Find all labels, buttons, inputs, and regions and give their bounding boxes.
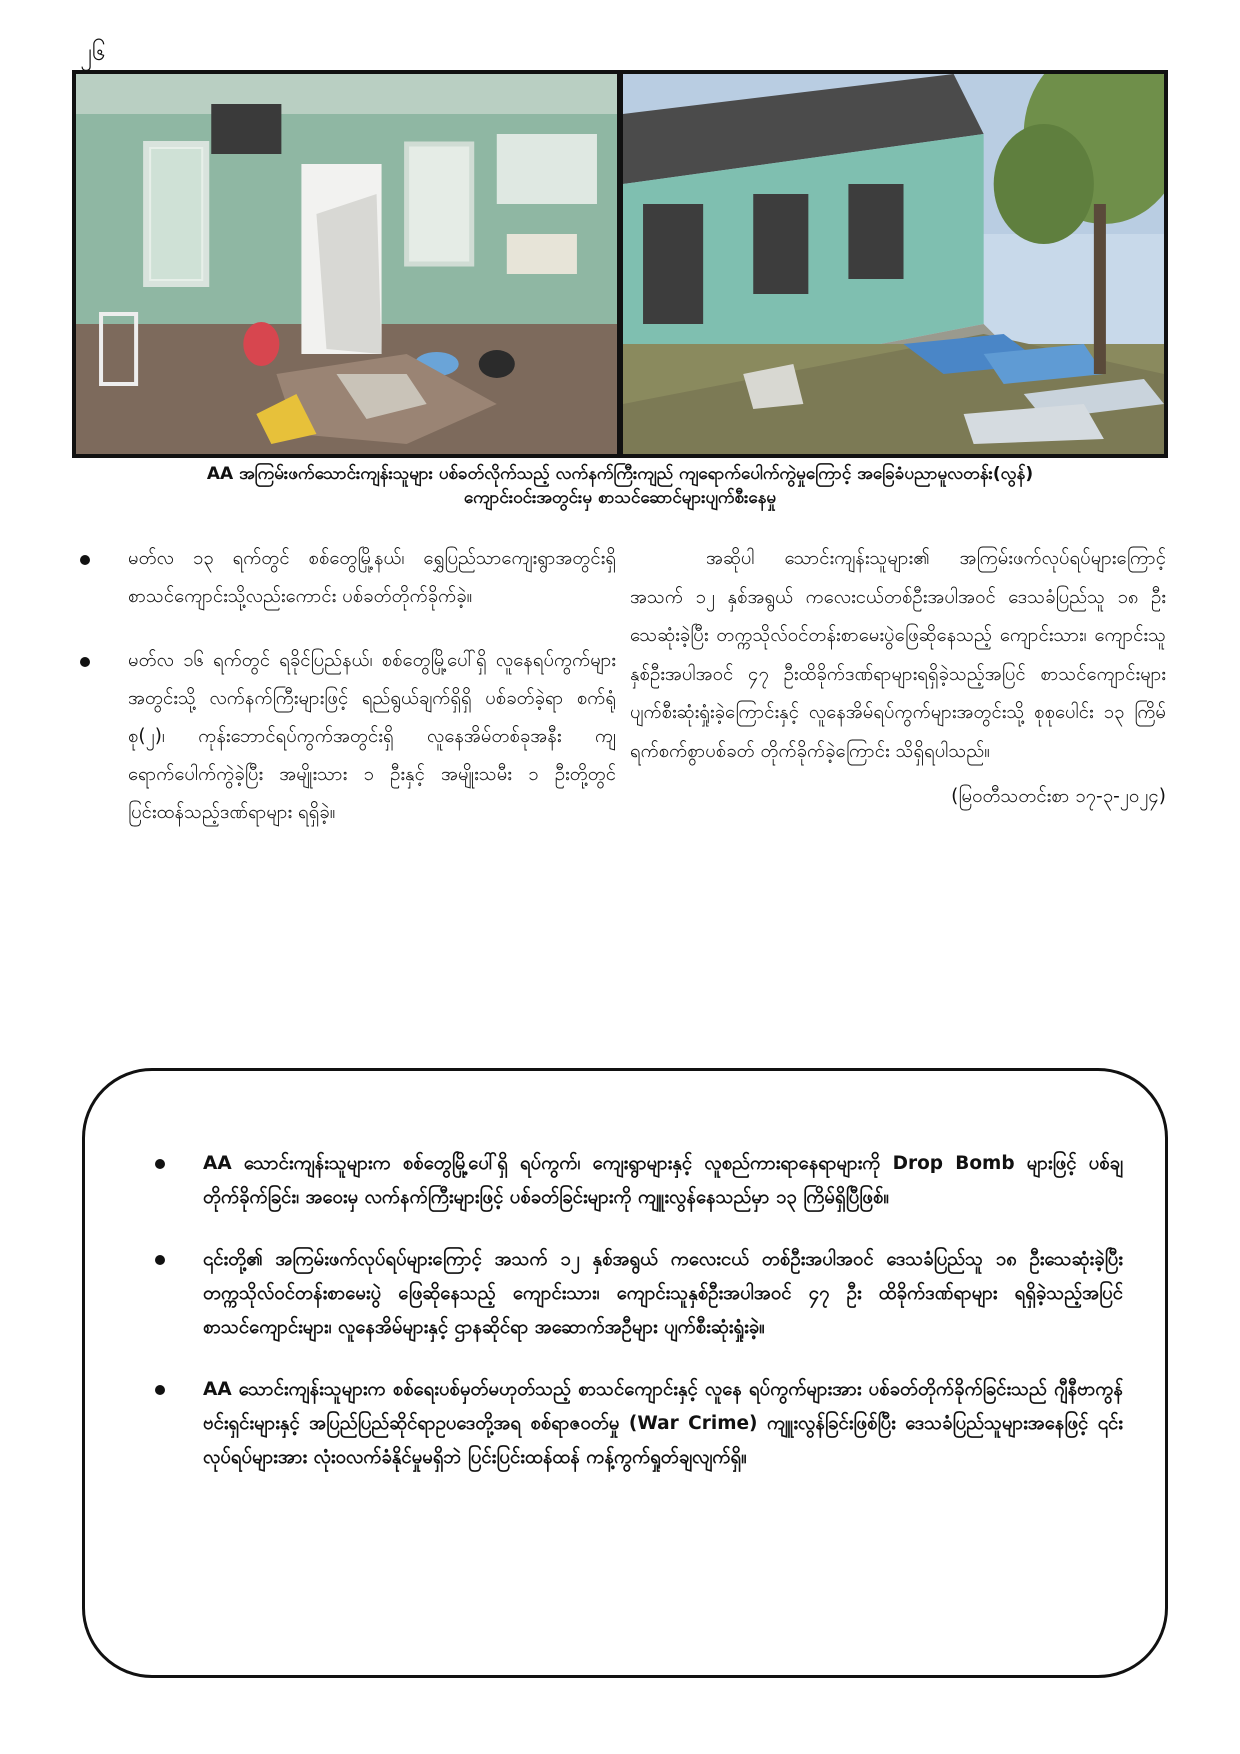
source-citation: (မြဝတီသတင်းစာ ၁၇-၃-၂၀၂၄) [951,786,1166,807]
summary-text: AA သောင်းကျန်းသူများက စစ်တွေမြို့ပေါ်ရှိ ရပ်ကွက်၊ ကျေးရွာများနှင့် လူစည်ကားရာနေရာများကို Drop Bomb များဖြင့် ပစ်ချတိုက်ခိုက်ခြင်း၊ အဝေးမှ လက်နက်ကြီးများဖြင့် ပစ်ခတ်ခြင်းများကို ကျူးလွန်နေသည်မှာ ၁၃ ကြိမ်ရှိပြီဖြစ်။ [203,1153,1123,1208]
school-building-damage-image [623,74,1164,454]
summary-item [155,1147,1123,1215]
right-column [630,540,1166,812]
photo-classroom-interior [76,74,617,454]
bullet-icon [155,1255,165,1265]
bullet-icon [80,555,90,565]
summary-text: ၎င်းတို့၏ အကြမ်းဖက်လုပ်ရပ်များကြောင့် အသက် ၁၂ နှစ်အရွယ် ကလေးငယ် တစ်ဦးအပါအဝင် ဒေသခံပြည်သူ ၁၈ ဦးသေဆုံးခဲ့ပြီး တက္ကသိုလ်ဝင်တန်းစာမေးပွဲ ဖြေဆိုနေသည့် ကျောင်းသား၊ ကျောင်းသူနှစ်ဦးအပါအဝင် ၄၇ ဦး ထိခိုက်ဒဏ်ရာများ ရရှိခဲ့သည့်အပြင် စာသင်ကျောင်းများ၊ လူနေအိမ်များနှင့် ဌာနဆိုင်ရာ အဆောက်အဦများ ပျက်စီးဆုံးရှုံးခဲ့။ [203,1249,1123,1338]
photo-school-exterior [623,74,1164,454]
body-paragraph: အဆိုပါ သောင်းကျန်းသူများ၏ အကြမ်းဖက်လုပ်ရပ်များကြောင့် အသက် ၁၂ နှစ်အရွယ် ကလေးငယ်တစ်ဦးအပါအဝင် ဒေသခံပြည်သူ ၁၈ ဦးသေဆုံးခဲ့ပြီး တက္ကသိုလ်ဝင်တန်းစာမေးပွဲဖြေဆိုနေသည့် ကျောင်းသား၊ ကျောင်းသူနှစ်ဦးအပါအဝင် ၄၇ ဦးထိခိုက်ဒဏ်ရာများရရှိခဲ့သည့်အပြင် စာသင်ကျောင်းများ ပျက်စီးဆုံးရှုံးခဲ့ကြောင်းနှင့် လူနေအိမ်ရပ်ကွက်များအတွင်းသို့ စုစုပေါင်း ၁၃ ကြိမ် ရက်စက်စွာပစ်ခတ် တိုက်ခိုက်ခဲ့ကြောင်း သိရှိရပါသည်။ [630,548,1166,762]
left-column [76,540,616,858]
bullet-text: မတ်လ ၁၆ ရက်တွင် ရခိုင်ပြည်နယ်၊ စစ်တွေမြို့ပေါ်ရှိ လူနေရပ်ကွက်များအတွင်းသို့ လက်နက်ကြီးများဖြင့် ရည်ရွယ်ချက်ရှိရှိ ပစ်ခတ်ခဲ့ရာ စက်ရုံစု(၂)၊ ကုန်းဘောင်ရပ်ကွက်အတွင်းရှိ လူနေအိမ်တစ်ခုအနီး ကျရောက်ပေါက်ကွဲခဲ့ပြီး အမျိုးသား ၁ ဦးနှင့် အမျိုးသမီး ၁ ဦးတို့တွင် ပြင်းထန်သည့်ဒဏ်ရာများ ရရှိခဲ့။ [128,650,616,823]
bullet-item [76,540,616,616]
caption-line-1: AA အကြမ်းဖက်သောင်းကျန်းသူများ ပစ်ခတ်လိုက်သည့် လက်နက်ကြီးကျည် ကျရောက်ပေါက်ကွဲမှုကြောင့် အခြေခံပညာမူလတန်း(လွန်) [206,464,1034,484]
figure-caption [72,462,1168,510]
summary-item [155,1243,1123,1345]
summary-box [82,1068,1168,1678]
bullet-icon [80,657,90,667]
page-number: ၂၆ [80,38,106,66]
bullet-item [76,642,616,832]
photo-frame [72,70,1168,458]
bullet-icon [155,1159,165,1169]
bullet-text: မတ်လ ၁၃ ရက်တွင် စစ်တွေမြို့နယ်၊ ရွှေပြည်သာကျေးရွာအတွင်းရှိ စာသင်ကျောင်းသို့လည်းကောင်း ပစ်ခတ်တိုက်ခိုက်ခဲ့။ [128,548,616,607]
summary-text: AA သောင်းကျန်းသူများက စစ်ရေးပစ်မှတ်မဟုတ်သည့် စာသင်ကျောင်းနှင့် လူနေ ရပ်ကွက်များအား ပစ်ခတ်တိုက်ခိုက်ခြင်းသည် ဂျီနီဗာကွန်ဗင်းရှင်းများနှင့် အပြည်ပြည်ဆိုင်ရာဥပဒေတို့အရ စစ်ရာဇဝတ်မှု (War Crime) ကျူးလွန်ခြင်းဖြစ်ပြီး ဒေသခံပြည်သူများအနေဖြင့် ၎င်းလုပ်ရပ်များအား လုံးဝလက်ခံနိုင်မှုမရှိဘဲ ပြင်းပြင်းထန်ထန် ကန့်ကွက်ရှုတ်ချလျက်ရှိ။ [203,1379,1123,1468]
bullet-icon [155,1385,165,1395]
summary-item [155,1373,1123,1475]
classroom-damage-image [76,74,617,454]
caption-line-2: ကျောင်းဝင်းအတွင်းမှ စာသင်ဆောင်များပျက်စီးနေမှု [463,488,777,508]
